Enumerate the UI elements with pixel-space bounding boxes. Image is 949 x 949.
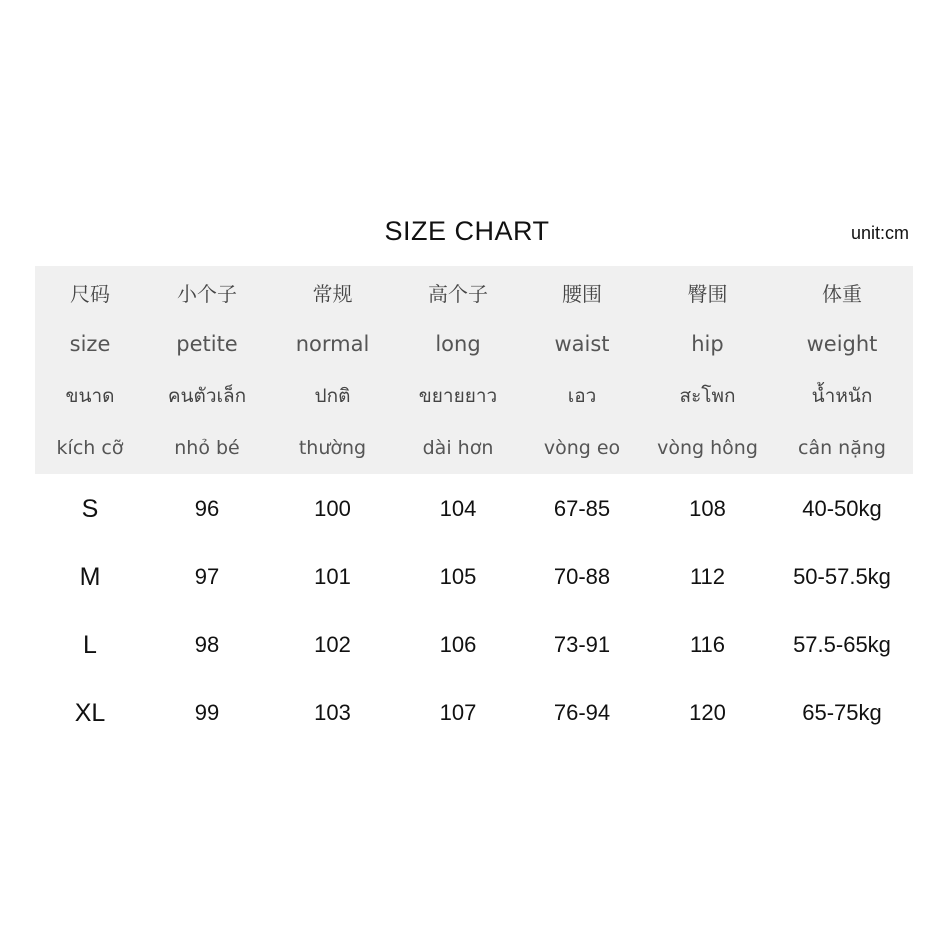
header-cell: nhỏ bé [174,437,240,459]
unit-label: unit:cm [850,223,909,243]
header-cell: น้ำหนัก [811,385,873,407]
header-cell: waist [554,332,610,356]
table-row [35,543,913,611]
table-row [35,611,913,679]
table-cell: 101 [314,564,351,589]
table-cell: 50-57.5kg [793,564,891,589]
header-cell: weight [806,332,878,356]
header-cell: 臀围 [687,281,728,306]
header-row-chinese [35,266,913,318]
header-cell: ขนาด [65,385,115,407]
table-cell: 98 [194,632,220,657]
header-row-vietnamese [35,422,913,474]
header-cell: เอว [567,385,597,407]
table-cell: 70-88 [553,564,611,589]
header-cell: 高个子 [428,281,488,306]
size-label: XL [74,698,106,727]
header-cell: vòng hông [657,437,758,459]
header-cell: สะโพก [679,385,736,407]
header-cell: 腰围 [562,281,602,306]
table-cell: 103 [314,700,351,725]
header-cell: normal [295,332,370,356]
table-cell: 76-94 [553,700,611,725]
table-row [35,679,913,747]
header-row-thai [35,370,913,422]
table-cell: 105 [439,564,477,589]
table-cell: 116 [689,632,726,657]
header-cell: 尺码 [70,281,110,306]
table-cell: 73-91 [553,632,611,657]
table-cell: 120 [689,700,726,725]
header-cell: petite [176,332,238,356]
table-cell: 65-75kg [802,700,882,725]
table-cell: 100 [314,496,351,521]
header-cell: cân nặng [798,437,886,459]
table-cell: 67-85 [553,496,611,521]
table-cell: 107 [439,700,477,725]
size-label: M [79,562,101,591]
header-cell: long [435,332,481,356]
table-cell: 102 [314,632,351,657]
table-cell: 112 [689,564,726,589]
header-cell: dài hơn [422,437,494,459]
header-cell: hip [691,332,724,356]
header-cell: size [69,332,111,356]
table-cell: 57.5-65kg [793,632,891,657]
table-cell: 96 [194,496,220,521]
header-row-english [35,318,913,370]
table-cell: 108 [689,496,726,521]
header-cell: คนตัวเล็ก [167,385,247,407]
table-cell: 97 [194,564,220,589]
header-cell: kích cỡ [56,437,124,459]
header-cell: ขยายยาว [418,385,498,407]
header-cell: 体重 [822,281,862,306]
header-cell: 小个子 [177,281,237,306]
chart-title: SIZE CHART [384,216,550,246]
header-cell: vòng eo [543,437,621,459]
header-cell: thường [298,437,367,459]
table-cell: 106 [439,632,477,657]
size-label: L [83,630,97,659]
table-row [35,475,913,543]
header-cell: ปกติ [314,385,351,407]
table-cell: 99 [194,700,220,725]
table-cell: 104 [439,496,477,521]
header-cell: 常规 [312,281,353,306]
size-label: S [81,494,99,523]
table-cell: 40-50kg [802,496,882,521]
